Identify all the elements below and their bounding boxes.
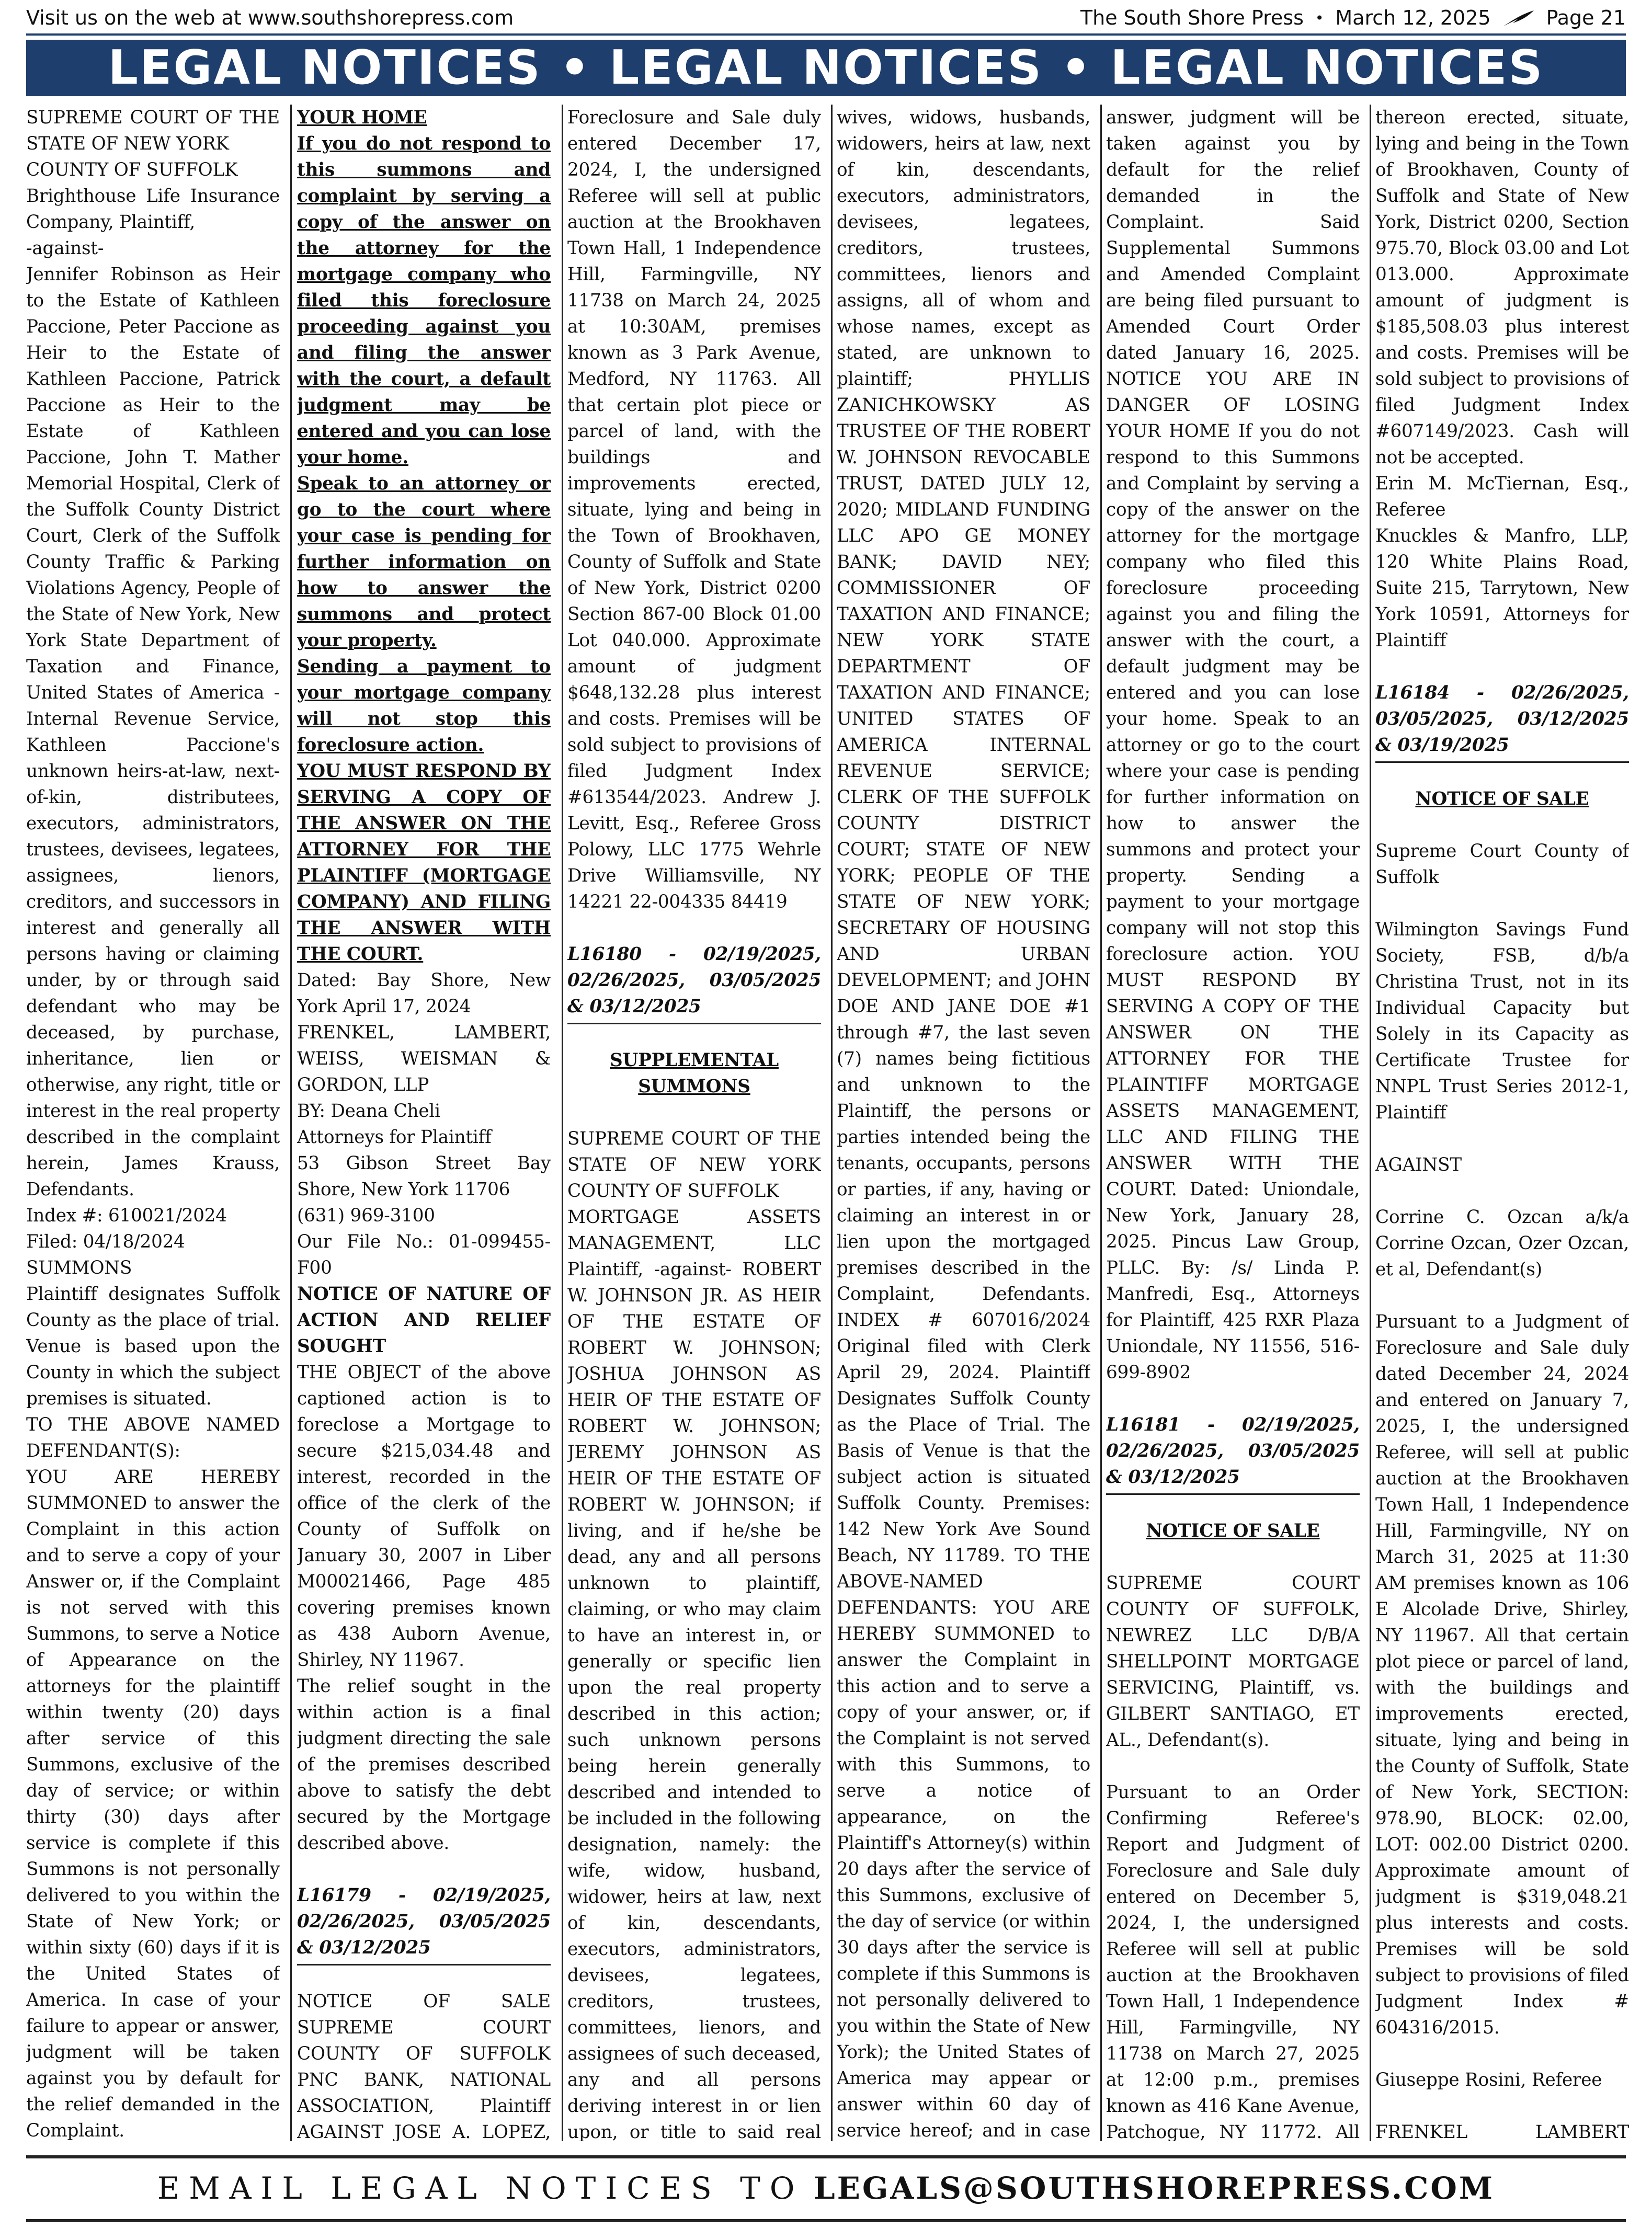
dated-line: Dated: Bay Shore, New York April 17, 2024 [297, 970, 551, 1017]
column-divider [290, 105, 292, 2141]
against-line: AGAINST [1375, 1155, 1462, 1175]
notice-divider [1106, 1493, 1360, 1495]
court-name: SUPREME COURT OF THE STATE OF NEW YORK [26, 107, 280, 154]
notice-divider [567, 1023, 821, 1024]
sale-notice-cont: Foreclosure and Sale duly entered December 17, 2024, I, the undersigned Referee will sell at public auction at the Brookhaven Town Hall, 1 Independence Hill, Farmingville, NY 11738 on March 24, 2025 at 10:30AM, premises known as 3 Park Avenue, Medford, NY 11763. All that certain plot piece or parcel of land, with the buildings and improvements erected, situate, lying and being in the Town of Brookhaven, County of Suffolk and State of New York, District 0200 Section 867-00 Block 01.00 Lot 040.000. Approximate amount of judgment $648,132.28 plus interest and costs. Premises will be sold subject to provisions of filed Judgment Index #613544/2023. Andrew J. Levitt, Esq., Referee Gross Polowy, LLC 1775 Wehrle Drive Williamsville, NY 14221 22-004335 84419 [567, 107, 821, 912]
referee-name: Giuseppe Rosini, Referee [1375, 2070, 1602, 2090]
bullet-separator: • [1315, 9, 1324, 27]
addressee: TO THE ABOVE NAMED DEFENDANT(S): [26, 1414, 280, 1461]
warning-payment: Sending a payment to your mortgage company will not stop this foreclosure action. [297, 656, 551, 756]
attorneys-for: Attorneys for Plaintiff [297, 1127, 492, 1148]
sale-text: Pursuant to a Judgment of Foreclosure and Sale duly dated December 24, 2024 and entered on January 7, 2025, I, the undersigned Referee, will sell at public auction at the Brookhaven Town Hall, 1 Independence Hill, Farmingville, NY on March 31, 2025 at 11:30 AM premises known as 106 E Alcolade Drive, Shirley, NY 11967. All that certain plot piece or parcel of land, with the buildings and improvements erected, situate, lying and being in the County of Suffolk, State of New York, SECTION: 978.90, BLOCK: 02.00, LOT: 002.00 District 0200. Approximate amount of judgment is $319,048.21 plus interests and costs. Premises will be sold subject to provisions of filed Judgment Index # 604316/2015. [1375, 1311, 1629, 2038]
summons-title: SUMMONS [26, 1258, 132, 1278]
notice-reference: L16180 - 02/19/2025, 02/26/2025, 03/05/2025 & 03/12/2025 [567, 944, 821, 1017]
feather-icon [1502, 9, 1535, 27]
attorney-name: BY: Deana Cheli [297, 1101, 440, 1122]
must-respond: YOU MUST RESPOND BY SERVING A COPY OF THE ANSWER ON THE ATTORNEY FOR THE PLAINTIFF (MORTGAGE COMPANY) AND FILING THE ANSWER WITH THE COURT. [297, 761, 551, 965]
column-5 [1106, 105, 1360, 2141]
court-caption: Supreme Court County of Suffolk [1375, 841, 1629, 888]
sale-notice-start: NOTICE OF SALE SUPREME COURT COUNTY OF SUFFOLK PNC BANK, NATIONAL ASSOCIATION, Plaintiff AGAINST JOSE A. LOPEZ, [297, 1991, 551, 2141]
column-1 [26, 105, 280, 2141]
column-divider [562, 105, 563, 2141]
column-divider [1100, 105, 1102, 2141]
notice-reference: L16184 - 02/26/2025, 03/05/2025, 03/12/2025 & 03/19/2025 [1375, 682, 1629, 756]
notice-of-sale-heading: NOTICE OF SALE [1146, 1521, 1320, 1541]
paper-name: The South Shore Press [1080, 6, 1304, 29]
notice-of-sale-heading: NOTICE OF SALE [1415, 788, 1589, 809]
firm-address: 53 Gibson Street Bay Shore, New York 11706 [297, 1153, 551, 1200]
summons-text-cont: answer, judgment will be taken against you by default for the relief demanded in the Complaint. Said Supplemental Summons and Amended Complaint are being filed pursuant to Amended Court Order dated January 16, 2025. NOTICE YOU ARE IN DANGER OF LOSING YOUR HOME If you do not respond to this Summons and Complaint by serving a copy of the answer on the attorney for the mortgage company who filed this foreclosure proceeding against you and filing the answer with the court, a default judgment may be entered and you can lose your home. Speak to an attorney or go to the court where your case is pending for further information on how to answer the summons and protect your property. Sending a payment to your mortgage company will not stop this foreclosure action. YOU MUST RESPOND BY SERVING A COPY OF THE ANSWER ON THE ATTORNEY FOR THE PLAINTIFF MORTGAGE ASSETS MANAGEMENT, LLC AND FILING THE ANSWER WITH THE COURT. Dated: Uniondale, New York, January 28, 2025. Pincus Law Group, PLLC. By: /s/ Linda P. Manfredi, Esq., Attorneys for Plaintiff, 425 RXR Plaza Uniondale, NY 11556, 516-699-8902 [1106, 107, 1360, 1383]
attorney-block: Knuckles & Manfro, LLP, 120 White Plains Road, Suite 215, Tarrytown, New York 10591, Attorneys for Plaintiff [1375, 525, 1629, 651]
notice-columns [26, 105, 1629, 2141]
court-caption: SUPREME COURT OF THE STATE OF NEW YORK COUNTY OF SUFFOLK [567, 1128, 821, 1202]
section-banner: LEGAL NOTICES • LEGAL NOTICES • LEGAL NOTICES [26, 40, 1626, 96]
county-name: COUNTY OF SUFFOLK [26, 159, 238, 180]
website-line[interactable]: Visit us on the web at www.southshorepress.com [26, 6, 514, 29]
summons-body: YOU ARE HEREBY SUMMONED to answer the Complaint in this action and to serve a copy of your Answer or, if the Complaint is not served with this Summons, to serve a Notice of Appearance on the attorneys for the plaintiff within twenty (20) days after service of this Summons, exclusive of the day of service; or within thirty (30) days after service is complete if this Summons is not personally delivered to you within the State of New York; or within sixty (60) days if it is the United States of America. In case of your failure to appear or answer, judgment will be taken against you by default for the relief demanded in the Complaint. [26, 1467, 280, 2141]
warning-attorney: Speak to an attorney or go to the court where your case is pending for further information on how to answer the summons and protect your property. [297, 473, 551, 651]
sale-text: Pursuant to an Order Confirming Referee's Report and Judgment of Foreclosure and Sale duly entered on December 5, 2024, I, the undersigned Referee will sell at public auction at the Brookhaven Town Hall, 1 Independence Hill, Farmingville, NY 11738 on March 27, 2025 at 12:00 p.m., premises known as 416 Kane Avenue, Patchogue, NY 11772. All [1106, 1782, 1360, 2141]
column-3 [567, 105, 821, 2141]
file-number: Our File No.: 01-099455-F00 [297, 1231, 551, 1278]
footer-email[interactable]: LEGALS@SOUTHSHOREPRESS.COM [813, 2170, 1495, 2206]
supplemental-summons-heading: SUPPLEMENTAL SUMMONS [610, 1050, 779, 1097]
footer-label: EMAIL LEGAL NOTICES TO [157, 2170, 804, 2206]
column-2 [297, 105, 551, 2141]
venue-text: Plaintiff designates Suffolk County as the place of trial. Venue is based upon the County in which the subject premises is situated. [26, 1284, 280, 1409]
header-rule [26, 33, 1626, 36]
law-firm: FRENKEL LAMBERT [1375, 2122, 1629, 2141]
court-caption: SUPREME COURT COUNTY OF SUFFOLK, NEWREZ LLC D/B/A SHELLPOINT MORTGAGE SERVICING, Plaintiff, vs. GILBERT SANTIAGO, ET AL., Defendant(s). [1106, 1573, 1360, 1751]
column-divider [831, 105, 833, 2141]
danger-notice-cont: YOUR HOME [297, 107, 427, 128]
column-4 [837, 105, 1090, 2141]
footer [26, 2165, 1626, 2212]
sale-text-cont: thereon erected, situate, lying and being in the Town of Brookhaven, County of Suffolk and State of New York, District 0200, Section 975.70, Block 03.00 and Lot 013.000. Approximate amount of judgment is $185,508.03 plus interest and costs. Premises will be sold subject to provisions of filed Judgment Index #607149/2023. Cash will not be accepted. [1375, 107, 1629, 468]
footer-rule [26, 2155, 1626, 2158]
defendants: Corrine C. Ozcan a/k/a Corrine Ozcan, Ozer Ozcan, et al, Defendant(s) [1375, 1207, 1629, 1280]
issue-date: March 12, 2025 [1335, 6, 1491, 29]
notice-divider [1375, 761, 1629, 763]
footer-rule [26, 2219, 1626, 2222]
object-text: THE OBJECT of the above captioned action is to foreclose a Mortgage to secure $215,034.48 and interest, recorded in the office of the clerk of the County of Suffolk on January 30, 2007 in Liber M00021466, Page 485 covering premises known as 438 Auborn Avenue, Shirley, NY 11967. [297, 1362, 551, 1671]
column-6 [1375, 105, 1629, 2141]
defendants: Jennifer Robinson as Heir to the Estate of Kathleen Paccione, Peter Paccione as Heir to the Estate of Kathleen Paccione, Patrick Paccione as Heir to the Estate of Kathleen Paccione, John T. Mather Memorial Hospital, Clerk of the Suffolk County District Court, Clerk of the Suffolk County Traffic & Parking Violations Agency, People of the State of New York, New York State Department of Taxation and Finance, United States of America - Internal Revenue Service, Kathleen Paccione's unknown heirs-at-law, next-of-kin, distributees, executors, administrators, trustees, devisees, legatees, assignees, lienors, creditors, and successors in interest and generally all persons having or claiming under, by or through said defendant who may be deceased, by purchase, inheritance, lien or otherwise, any right, title or interest in the real property described in the complaint herein, James Krauss, Defendants. [26, 264, 280, 1200]
firm-phone: (631) 969-3100 [297, 1205, 435, 1226]
column-divider [1370, 105, 1371, 2141]
plaintiff: Brighthouse Life Insurance Company, Plaintiff, [26, 186, 280, 233]
relief-text: The relief sought in the within action is a final judgment directing the sale of the premises described above to satisfy the debt secured by the Mortgage described above. [297, 1676, 551, 1854]
notice-reference: L16181 - 02/19/2025, 02/26/2025, 03/05/2025 & 03/12/2025 [1106, 1414, 1360, 1488]
law-firm: FRENKEL, LAMBERT, WEISS, WEISMAN & GORDON, LLP [297, 1022, 551, 1095]
against-line: -against- [26, 238, 104, 259]
parties-text: MORTGAGE ASSETS MANAGEMENT, LLC Plaintiff, -against- ROBERT W. JOHNSON JR. AS HEIR OF THE ESTATE OF ROBERT W. JOHNSON; JOSHUA JOHNSON AS HEIR OF THE ESTATE OF ROBERT W. JOHNSON; JEREMY JOHNSON AS HEIR OF THE ESTATE OF ROBERT W. JOHNSON; if living, and if he/she be dead, any and all persons unknown to plaintiff, claiming, or who may claim to have an interest in, or generally or specific lien upon the real property described in this action; such unknown persons being herein generally described and intended to be included in the following designation, namely: the wife, widow, husband, widower, heirs at law, next of kin, descendants, executors, administrators, devisees, legatees, creditors, trustees, committees, lienors, and assignees of such deceased, any and all persons deriving interest in or lien upon, or title to said real [567, 1207, 821, 2141]
page-number: Page 21 [1546, 6, 1626, 29]
index-number: Index #: 610021/2024 [26, 1205, 227, 1226]
top-bar [26, 3, 1626, 32]
nature-heading: NOTICE OF NATURE OF ACTION AND RELIEF SOUGHT [297, 1284, 551, 1357]
parties-text-cont: wives, widows, husbands, widowers, heirs at law, next of kin, descendants, executors, administrators, devisees, legatees, creditors, trustees, committees, lienors and assigns, all of whom and whose names, except as stated, are unknown to plaintiff; PHYLLIS ZANICHKOWSKY AS TRUSTEE OF THE ROBERT W. JOHNSON REVOCABLE TRUST, DATED JULY 12, 2020; MIDLAND FUNDING LLC APO GE MONEY BANK; DAVID NEY; COMMISSIONER OF TAXATION AND FINANCE; NEW YORK STATE DEPARTMENT OF TAXATION AND FINANCE; UNITED STATES OF AMERICA INTERNAL REVENUE SERVICE; CLERK OF THE SUFFOLK COUNTY DISTRICT COURT; STATE OF NEW YORK; PEOPLE OF THE STATE OF NEW YORK; SECRETARY OF HOUSING AND URBAN DEVELOPMENT; and JOHN DOE AND JANE DOE #1 through #7, the last seven (7) names being fictitious and unknown to the Plaintiff, the persons or parties intended being the tenants, occupants, persons or parties, if any, having or claiming an interest in or lien upon the mortgaged premises described in the Complaint, Defendants. INDEX # 607016/2024 Original filed with Clerk April 29, 2024. Plaintiff Designates Suffolk County as the Place of Trial. The Basis of Venue is that the subject action is situated Suffolk County. Premises: 142 New York Ave Sound Beach, NY 11789. TO THE ABOVE-NAMED DEFENDANTS: YOU ARE HEREBY SUMMONED to answer the Complaint in this action and to serve a copy of your answer, or, if the Complaint is not served with this Summons, to serve a notice of appearance, on the Plaintiff's Attorney(s) within 20 days after the service of this Summons, exclusive of the day of service (or within 30 days after the service is complete if this Summons is not personally delivered to you within the State of New York); the United States of America may appear or answer within 60 day of service hereof; and in case [837, 107, 1090, 2141]
referee-name: Erin M. McTiernan, Esq., Referee [1375, 473, 1629, 520]
masthead-info [1080, 6, 1626, 29]
warning-respond: If you do not respond to this summons and complaint by serving a copy of the answer on the attorney for the mortgage company who filed this foreclosure proceeding against you and filing the answer with the court, a default judgment may be entered and you can lose your home. [297, 133, 551, 468]
plaintiff: Wilmington Savings Fund Society, FSB, d/b/a Christina Trust, not in its Individual Capacity but Solely in its Capacity as Certificate Trustee for NNPL Trust Series 2012-1, Plaintiff [1375, 919, 1629, 1123]
filed-date: Filed: 04/18/2024 [26, 1231, 185, 1252]
notice-reference: L16179 - 02/19/2025, 02/26/2025, 03/05/2025 & 03/12/2025 [297, 1885, 551, 1958]
notice-divider [297, 1964, 551, 1965]
